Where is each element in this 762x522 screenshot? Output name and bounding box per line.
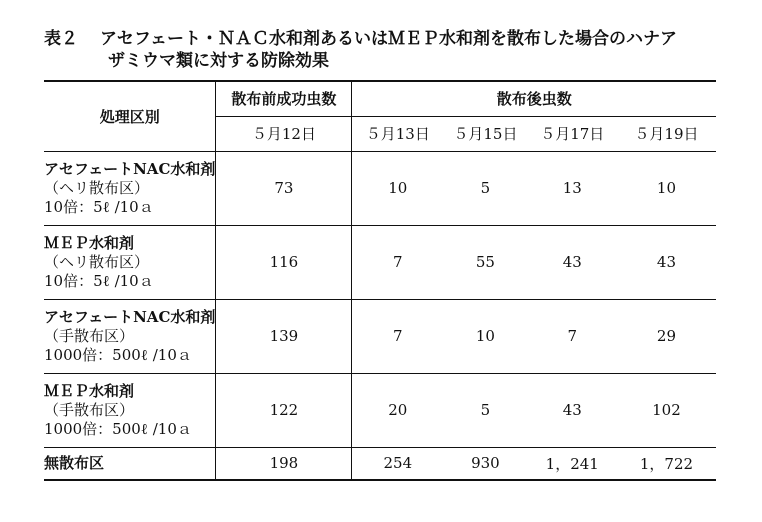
caption-line-2: ザミウマ類に対する防除効果 xyxy=(108,51,329,71)
post-date-header: ５月13日 xyxy=(352,116,443,151)
treatment-method: （手散布区） xyxy=(44,400,135,419)
pre-date-header: ５月12日 xyxy=(216,116,352,151)
post-count-cell: 7 xyxy=(352,299,443,373)
table-row xyxy=(44,225,716,299)
caption-line-1: アセフェート・ＮＡＣ水和剤あるいはＭＥＰ水和剤を散布した場合のハナア xyxy=(100,29,677,49)
table-row xyxy=(44,373,716,447)
treatment-method: （手散布区） xyxy=(44,326,135,345)
post-count-cell: 930 xyxy=(443,447,527,480)
post-count-cell: 5 xyxy=(443,151,527,225)
post-count-cell: 20 xyxy=(352,373,443,447)
pre-count-cell: 122 xyxy=(216,373,352,447)
post-count-cell: 1，241 xyxy=(528,447,617,480)
post-count-cell: 43 xyxy=(528,373,617,447)
treatment-method: （ヘリ散布区） xyxy=(44,178,150,197)
post-count-cell: 102 xyxy=(617,373,716,447)
post-count-cell: 13 xyxy=(528,151,617,225)
treatment-name: アセフェートNAC水和剤 xyxy=(44,307,216,326)
post-count-cell: 254 xyxy=(352,447,443,480)
table-row xyxy=(44,151,716,225)
pre-count-header: 散布前成功虫数 xyxy=(216,81,352,116)
pre-count-cell: 139 xyxy=(216,299,352,373)
treatment-name: ＭＥＰ水和剤 xyxy=(44,381,135,400)
treatment-name: アセフェートNAC水和剤 xyxy=(44,159,216,178)
treatment-dose: 10倍：5ℓ /10ａ xyxy=(44,197,154,216)
post-count-cell: 43 xyxy=(528,225,617,299)
treatment-cell xyxy=(44,373,216,447)
treatment-name: 無散布区 xyxy=(44,453,105,472)
table-row xyxy=(44,299,716,373)
treatment-method: （ヘリ散布区） xyxy=(44,252,150,271)
post-date-header: ５月19日 xyxy=(617,116,716,151)
post-count-header: 散布後虫数 xyxy=(352,81,716,116)
treatment-cell xyxy=(44,151,216,225)
post-count-cell: 1，722 xyxy=(617,447,716,480)
treatment-cell xyxy=(44,447,216,480)
treatment-cell xyxy=(44,299,216,373)
control-effect-table xyxy=(44,80,716,481)
table-row xyxy=(44,447,716,480)
pre-count-cell: 73 xyxy=(216,151,352,225)
post-count-cell: 55 xyxy=(443,225,527,299)
post-count-cell: 7 xyxy=(528,299,617,373)
post-count-cell: 10 xyxy=(352,151,443,225)
post-count-cell: 10 xyxy=(617,151,716,225)
treatment-dose: 10倍：5ℓ /10ａ xyxy=(44,271,154,290)
post-count-cell: 43 xyxy=(617,225,716,299)
post-count-cell: 29 xyxy=(617,299,716,373)
post-count-cell: 7 xyxy=(352,225,443,299)
post-date-header: ５月17日 xyxy=(528,116,617,151)
header-row-1 xyxy=(44,81,716,116)
post-date-header: ５月15日 xyxy=(443,116,527,151)
table-caption xyxy=(44,28,677,72)
treatment-header: 処理区別 xyxy=(44,81,216,151)
table-number: 表２ xyxy=(44,29,78,49)
treatment-name: ＭＥＰ水和剤 xyxy=(44,233,135,252)
treatment-dose: 1000倍：500ℓ /10ａ xyxy=(44,419,192,438)
pre-count-cell: 198 xyxy=(216,447,352,480)
treatment-cell xyxy=(44,225,216,299)
pre-count-cell: 116 xyxy=(216,225,352,299)
treatment-dose: 1000倍：500ℓ /10ａ xyxy=(44,345,192,364)
post-count-cell: 10 xyxy=(443,299,527,373)
post-count-cell: 5 xyxy=(443,373,527,447)
